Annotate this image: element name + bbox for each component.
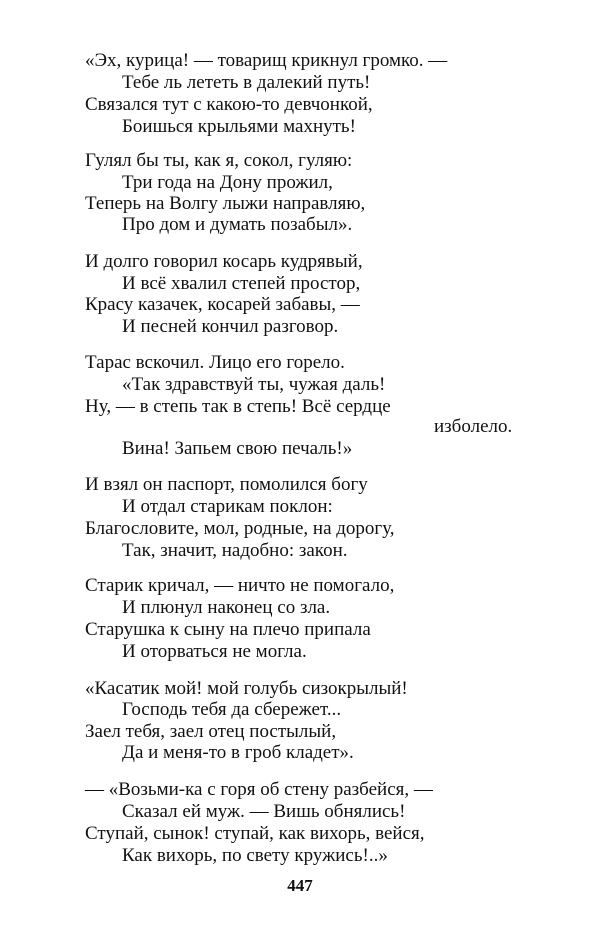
verse-line: — «Возьми-ка с горя об стену разбейся, — <box>85 779 433 800</box>
verse-line: Так, значит, надобно: закон. <box>122 540 348 561</box>
verse-line: Ну, — в степь так в степь! Всё сердце <box>85 396 391 417</box>
verse-line: И долго говорил косарь кудрявый, <box>85 251 363 272</box>
verse-line: «Касатик мой! мой голубь сизокрылый! <box>85 678 408 699</box>
verse-line-overflow: изболело. <box>434 416 513 437</box>
verse-line: И плюнул наконец со зла. <box>122 597 331 618</box>
verse-line: Старик кричал, — ничто не помогало, <box>85 575 395 596</box>
verse-line: Ступай, сынок! ступай, как вихорь, вейся, <box>85 823 425 844</box>
verse-line: Про дом и думать позабыл». <box>122 214 353 235</box>
verse-line: Господь тебя да сбережет... <box>122 699 342 720</box>
verse-line: Тебе ль лететь в далекий путь! <box>122 72 371 93</box>
verse-line: Старушка к сыну на плечо припала <box>85 619 371 640</box>
verse-line: Вина! Запьем свою печаль!» <box>122 438 353 459</box>
verse-line: Связался тут с какою-то девчонкой, <box>85 94 373 115</box>
verse-line: Тарас вскочил. Лицо его горело. <box>85 352 345 373</box>
verse-line: Благословите, мол, родные, на дорогу, <box>85 518 395 539</box>
verse-line: И взял он паспорт, помолился богу <box>85 474 368 495</box>
verse-line: Теперь на Волгу лыжи направляю, <box>85 193 366 214</box>
verse-line: И песней кончил разговор. <box>122 316 339 337</box>
verse-line: Сказал ей муж. — Вишь обнялись! <box>122 801 406 822</box>
verse-line: Да и меня-то в гроб кладет». <box>122 742 354 763</box>
verse-line: И оторваться не могла. <box>122 641 307 662</box>
page-number: 447 <box>287 876 313 895</box>
verse-line: И отдал старикам поклон: <box>122 496 333 517</box>
verse-line: Красу казачек, косарей забавы, — <box>85 294 360 315</box>
verse-line: Три года на Дону прожил, <box>122 172 333 193</box>
verse-line: «Так здравствуй ты, чужая даль! <box>122 374 386 395</box>
verse-line: Как вихорь, по свету кружись!..» <box>122 845 388 866</box>
verse-line: Гулял бы ты, как я, сокол, гуляю: <box>85 150 353 171</box>
verse-line: «Эх, курица! — товарищ крикнул громко. — <box>85 50 448 71</box>
verse-line: Заел тебя, заел отец постылый, <box>85 721 337 742</box>
verse-line: И всё хвалил степей простор, <box>122 273 361 294</box>
verse-line: Боишься крыльями махнуть! <box>122 116 356 137</box>
